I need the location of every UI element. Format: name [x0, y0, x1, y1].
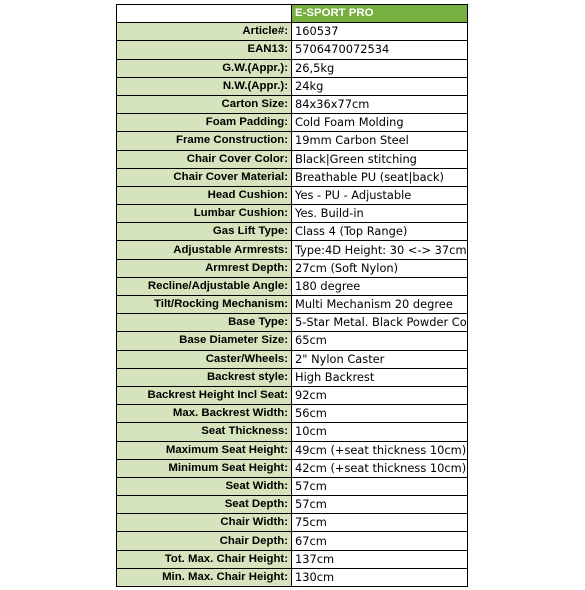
- spec-value: 2" Nylon Caster: [292, 350, 468, 368]
- spec-label: Seat Thickness:: [117, 423, 292, 441]
- spec-label: Maximum Seat Height:: [117, 441, 292, 459]
- spec-label: G.W.(Appr.):: [117, 59, 292, 77]
- spec-label: Chair Cover Color:: [117, 150, 292, 168]
- spec-row: [117, 277, 468, 295]
- spec-label: Seat Width:: [117, 477, 292, 495]
- spec-header-label: [117, 5, 292, 23]
- spec-table: [116, 4, 468, 587]
- spec-label: EAN13:: [117, 41, 292, 59]
- spec-value: 49cm (+seat thickness 10cm): [292, 441, 468, 459]
- spec-value: Breathable PU (seat|back): [292, 168, 468, 186]
- spec-value: 10cm: [292, 423, 468, 441]
- spec-row: [117, 477, 468, 495]
- spec-header-row: [117, 5, 468, 23]
- spec-row: [117, 296, 468, 314]
- spec-row: [117, 441, 468, 459]
- spec-label: Lumbar Cushion:: [117, 205, 292, 223]
- spec-value: 27cm (Soft Nylon): [292, 259, 468, 277]
- spec-row: [117, 332, 468, 350]
- spec-row: [117, 314, 468, 332]
- spec-table-body: [117, 5, 468, 587]
- spec-row: [117, 186, 468, 204]
- spec-row: [117, 132, 468, 150]
- spec-value: 180 degree: [292, 277, 468, 295]
- spec-label: Min. Max. Chair Height:: [117, 568, 292, 586]
- spec-row: [117, 405, 468, 423]
- spec-label: Head Cushion:: [117, 186, 292, 204]
- spec-value: 57cm: [292, 477, 468, 495]
- spec-value: 67cm: [292, 532, 468, 550]
- spec-label: Backrest style:: [117, 368, 292, 386]
- spec-row: [117, 550, 468, 568]
- spec-row: [117, 514, 468, 532]
- spec-value: 56cm: [292, 405, 468, 423]
- spec-label: Chair Cover Material:: [117, 168, 292, 186]
- spec-value: 92cm: [292, 386, 468, 404]
- spec-value: 24kg: [292, 77, 468, 95]
- spec-value: 19mm Carbon Steel: [292, 132, 468, 150]
- spec-value: 75cm: [292, 514, 468, 532]
- spec-row: [117, 114, 468, 132]
- spec-label: Tilt/Rocking Mechanism:: [117, 296, 292, 314]
- spec-label: Base Diameter Size:: [117, 332, 292, 350]
- spec-value: 42cm (+seat thickness 10cm): [292, 459, 468, 477]
- spec-label: Tot. Max. Chair Height:: [117, 550, 292, 568]
- spec-value: 57cm: [292, 496, 468, 514]
- spec-label: Gas Lift Type:: [117, 223, 292, 241]
- spec-value: 26,5kg: [292, 59, 468, 77]
- spec-row: [117, 223, 468, 241]
- spec-row: [117, 568, 468, 586]
- spec-row: [117, 150, 468, 168]
- spec-value: Cold Foam Molding: [292, 114, 468, 132]
- spec-value: 65cm: [292, 332, 468, 350]
- spec-label: Armrest Depth:: [117, 259, 292, 277]
- spec-label: Recline/Adjustable Angle:: [117, 277, 292, 295]
- spec-row: [117, 496, 468, 514]
- spec-value: 160537: [292, 23, 468, 41]
- spec-label: N.W.(Appr.):: [117, 77, 292, 95]
- spec-value: High Backrest: [292, 368, 468, 386]
- spec-label: Backrest Height Incl Seat:: [117, 386, 292, 404]
- spec-row: [117, 95, 468, 113]
- spec-label: Frame Construction:: [117, 132, 292, 150]
- spec-label: Minimum Seat Height:: [117, 459, 292, 477]
- spec-value: Type:4D Height: 30 <-> 37cm: [292, 241, 468, 259]
- spec-value: 5-Star Metal. Black Powder Co: [292, 314, 468, 332]
- spec-label: Max. Backrest Width:: [117, 405, 292, 423]
- spec-row: [117, 459, 468, 477]
- spec-value: Multi Mechanism 20 degree: [292, 296, 468, 314]
- spec-label: Adjustable Armrests:: [117, 241, 292, 259]
- spec-row: [117, 423, 468, 441]
- spec-label: Seat Depth:: [117, 496, 292, 514]
- spec-value: Class 4 (Top Range): [292, 223, 468, 241]
- spec-row: [117, 205, 468, 223]
- spec-row: [117, 259, 468, 277]
- spec-value: Yes. Build-in: [292, 205, 468, 223]
- spec-label: Carton Size:: [117, 95, 292, 113]
- spec-row: [117, 368, 468, 386]
- spec-label: Article#:: [117, 23, 292, 41]
- spec-label: Foam Padding:: [117, 114, 292, 132]
- spec-row: [117, 59, 468, 77]
- spec-header-title: E-SPORT PRO: [292, 5, 468, 23]
- spec-value: 5706470072534: [292, 41, 468, 59]
- spec-row: [117, 350, 468, 368]
- spec-row: [117, 41, 468, 59]
- spec-row: [117, 532, 468, 550]
- spec-value: Black|Green stitching: [292, 150, 468, 168]
- spec-value: Yes - PU - Adjustable: [292, 186, 468, 204]
- spec-label: Chair Depth:: [117, 532, 292, 550]
- spec-value: 137cm: [292, 550, 468, 568]
- spec-row: [117, 77, 468, 95]
- spec-row: [117, 386, 468, 404]
- spec-label: Caster/Wheels:: [117, 350, 292, 368]
- spec-row: [117, 168, 468, 186]
- spec-label: Chair Width:: [117, 514, 292, 532]
- spec-row: [117, 241, 468, 259]
- spec-value: 84x36x77cm: [292, 95, 468, 113]
- spec-label: Base Type:: [117, 314, 292, 332]
- spec-value: 130cm: [292, 568, 468, 586]
- spec-row: [117, 23, 468, 41]
